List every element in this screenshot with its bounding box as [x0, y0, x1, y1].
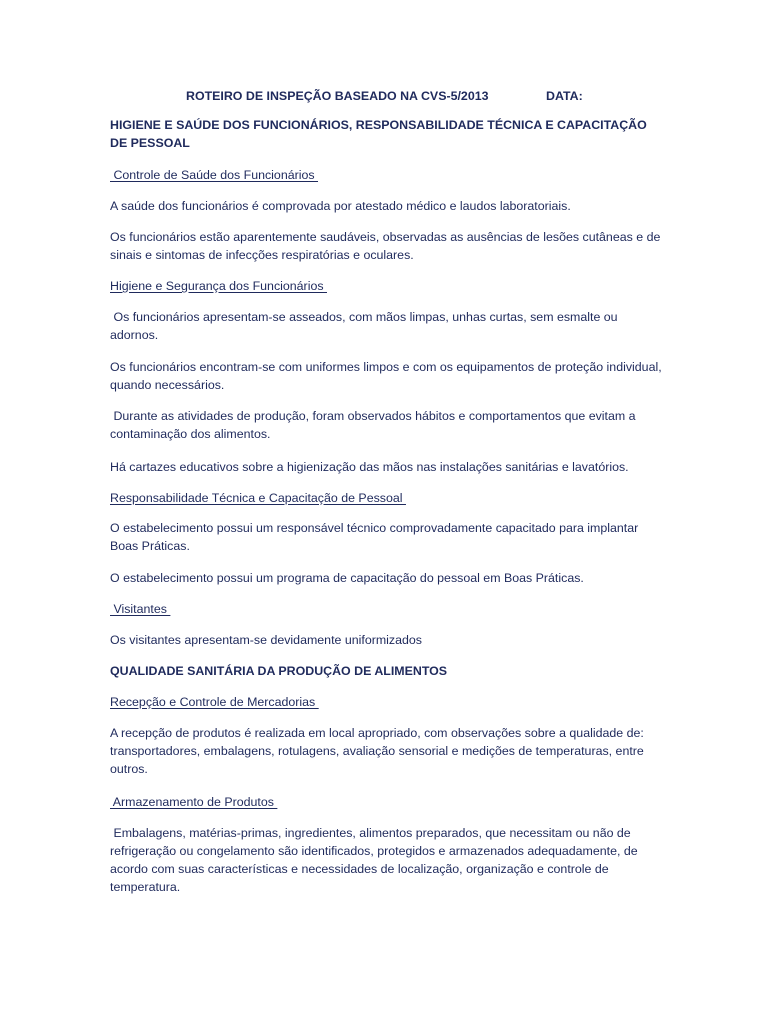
paragraph: Os visitantes apresentam-se devidamente uniformizados [110, 633, 422, 647]
subheading-recepcao-mercadorias: Recepção e Controle de Mercadorias [110, 695, 319, 709]
date-label: DATA: [546, 89, 583, 103]
paragraph: O estabelecimento possui um programa de capacitação do pessoal em Boas Práticas. [110, 571, 584, 585]
paragraph: Durante as atividades de produção, foram observados hábitos e comportamentos que evitam a contaminação dos alimentos. [110, 409, 639, 441]
paragraph: Há cartazes educativos sobre a higienização das mãos nas instalações sanitárias e lavatórios. [110, 460, 629, 474]
subheading-higiene-seguranca: Higiene e Segurança dos Funcionários [110, 279, 327, 293]
subheading-armazenamento-produtos: Armazenamento de Produtos [110, 795, 278, 809]
paragraph: Os funcionários encontram-se com uniformes limpos e com os equipamentos de proteção individual, quando necessários. [110, 360, 662, 392]
section-heading-higiene: HIGIENE E SAÚDE DOS FUNCIONÁRIOS, RESPONSABILIDADE TÉCNICA E CAPACITAÇÃO DE PESSOAL [110, 118, 647, 150]
subheading-controle-saude: Controle de Saúde dos Funcionários [110, 168, 319, 182]
section-heading-qualidade-sanitaria: QUALIDADE SANITÁRIA DA PRODUÇÃO DE ALIMENTOS [110, 664, 448, 678]
paragraph: A recepção de produtos é realizada em local apropriado, com observações sobre a qualidade de: transportadores, embalagens, rotulagens, avaliação sensorial e medições de temperaturas, entre outros. [110, 726, 644, 776]
document-title: ROTEIRO DE INSPEÇÃO BASEADO NA CVS-5/2013 [186, 89, 489, 103]
subheading-responsabilidade-tecnica: Responsabilidade Técnica e Capacitação de Pessoal [110, 491, 406, 505]
paragraph: O estabelecimento possui um responsável técnico comprovadamente capacitado para implantar Boas Práticas. [110, 521, 639, 553]
subheading-visitantes: Visitantes [110, 602, 171, 616]
paragraph: A saúde dos funcionários é comprovada por atestado médico e laudos laboratoriais. [110, 199, 571, 213]
paragraph: Embalagens, matérias-primas, ingredientes, alimentos preparados, que necessitam ou não de refrigeração ou congelamento são identificados, protegidos e armazenados adequadamente, de acordo com suas características e necessidades de localização, organização e controle de temperatura. [110, 826, 642, 894]
paragraph: Os funcionários apresentam-se asseados, com mãos limpas, unhas curtas, sem esmalte ou adornos. [110, 310, 622, 342]
paragraph: Os funcionários estão aparentemente saudáveis, observadas as ausências de lesões cutâneas e de sinais e sintomas de infecções respiratórias e oculares. [110, 230, 661, 262]
